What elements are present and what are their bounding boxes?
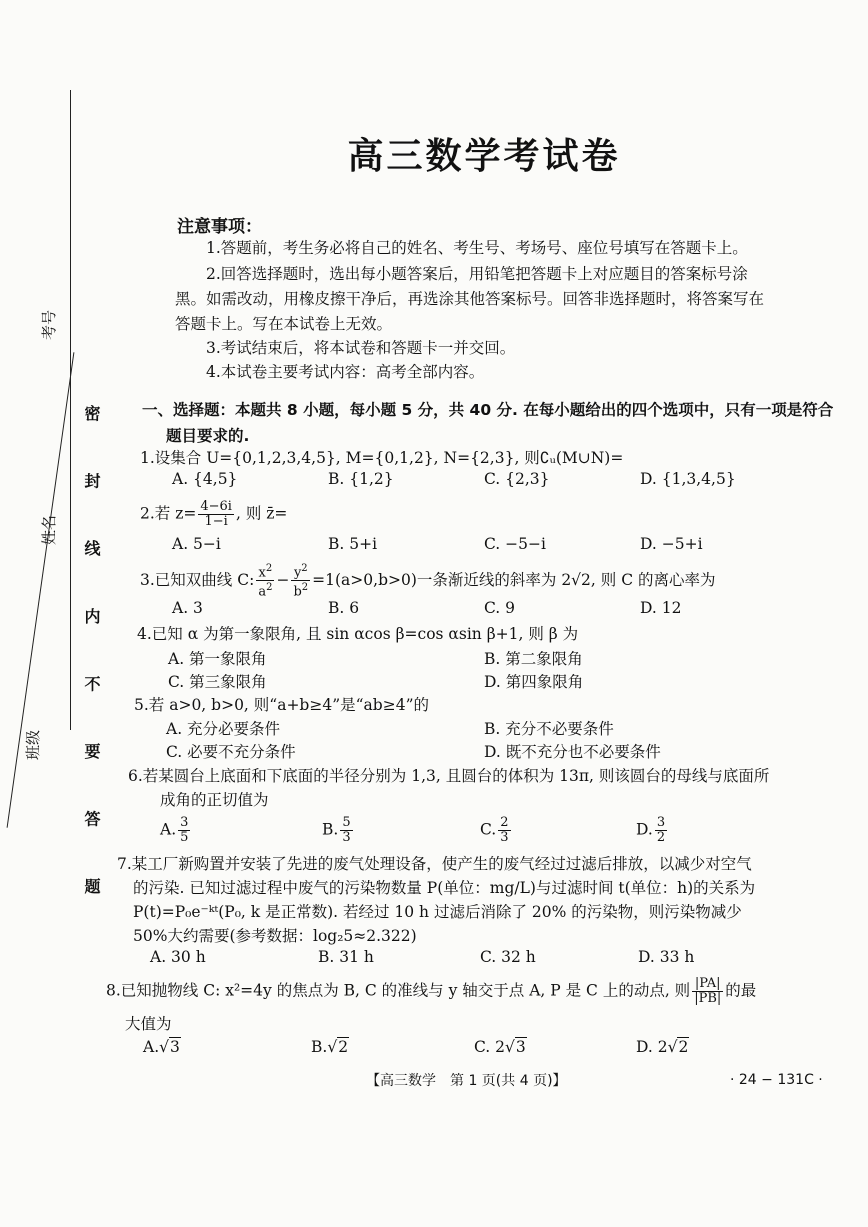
q6-a-label: A. (160, 820, 177, 839)
q1-option-d: D. {1,3,4,5} (640, 470, 736, 488)
q6-b-label: B. (322, 820, 339, 839)
paper-code: · 24 − 131C · (730, 1072, 823, 1088)
q3-stem-post: =1(a>0,b>0)一条渐近线的斜率为 2√2, 则 C 的离心率为 (312, 570, 716, 589)
question-3-stem: 3.已知双曲线 C: $\frac{x^2}{a^2}$ − $\frac{y^2}{b^2}$ =1(a>0,b>0)一条渐近线的斜率为 2√2, 则 C 的离心率为 (140, 563, 716, 600)
question-7-line-4: 50%大约需要(参考数据：log₂5≈2.322) (133, 927, 417, 945)
q5-option-c: C. 必要不充分条件 (166, 743, 296, 761)
q2-stem-post: , 则 z̄= (235, 504, 288, 523)
question-1-stem: 1.设集合 U={0,1,2,3,4,5}, M={0,1,2}, N={2,3}, 则∁ᵤ(M∪N)= (140, 449, 624, 467)
notice-heading: 注意事项： (177, 217, 262, 237)
notice-item-4: 4.本试卷主要考试内容：高考全部内容。 (206, 363, 485, 381)
q4-option-d: D. 第四象限角 (484, 673, 584, 691)
q8-a-val: 3 (170, 1038, 180, 1056)
q8-b-label: B. (311, 1038, 328, 1056)
q6-d-num: 3 (656, 815, 666, 830)
q2-option-c: C. −5−i (484, 535, 546, 553)
q2-numerator: 4−6i (200, 499, 232, 514)
q6-a-num: 3 (180, 815, 189, 830)
q6-option-a (160, 816, 192, 845)
notice-item-2-cont: 黑。如需改动，用橡皮擦干净后，再选涂其他答案标号。回答非选择题时，将答案写在 (175, 290, 765, 308)
name-label: 姓名 (40, 514, 58, 545)
q4-option-c: C. 第三象限角 (168, 673, 267, 691)
q7-option-a: A. 30 h (150, 948, 206, 966)
question-7-line-2: 的污染. 已知过滤过程中废气的污染物数量 P(单位：mg/L)与过滤时间 t(单位：h)的关系为 (133, 879, 756, 897)
q8-numerator: |PA| (692, 977, 723, 992)
q6-option-c (480, 816, 513, 845)
q7-option-c: C. 32 h (480, 948, 536, 966)
q6-d-fraction (655, 816, 667, 845)
q6-c-den: 3 (500, 830, 509, 845)
q2-fraction (198, 500, 234, 529)
q2-option-b: B. 5+i (328, 535, 378, 553)
notice-item-1: 1.答题前，考生务必将自己的姓名、考生号、考场号、座位号填写在答题卡上。 (206, 239, 748, 257)
q5-option-a: A. 充分必要条件 (166, 720, 281, 738)
page-footer: 【高三数学 第 1 页(共 4 页)】 (366, 1073, 567, 1089)
q6-c-num: 2 (500, 815, 509, 830)
q8-stem-pre: 8.已知抛物线 C: x²=4y 的焦点为 B, C 的准线与 y 轴交于点 A, P 是 C 上的动点, 则 (106, 981, 691, 1000)
q7-option-d: D. 33 h (638, 948, 695, 966)
question-4-stem: 4.已知 α 为第一象限角, 且 sin αcos β=cos αsin β+1, 则 β 为 (137, 625, 579, 643)
q6-option-b (322, 816, 355, 845)
notice-item-2: 2.回答选择题时，选出每小题答案后，用铅笔把答题卡上对应题目的答案标号涂 (206, 265, 748, 283)
q8-option-d: D. 2√2 (636, 1038, 689, 1056)
page-title: 高三数学考试卷 (347, 136, 621, 177)
q2-denominator: 1−i (204, 514, 228, 529)
q2-option-d: D. −5+i (640, 535, 703, 553)
q6-b-num: 5 (342, 815, 351, 830)
q3-frac-y: $\frac{y^2}{b^2}$ (293, 563, 309, 600)
section-heading: 一、选择题：本题共 8 小题，每小题 5 分，共 40 分. 在每小题给出的四个选项中，只有一项是符合 (142, 401, 834, 419)
q3-frac-x: $\frac{x^2}{a^2}$ (258, 563, 273, 600)
q6-option-d (636, 816, 669, 845)
q3-option-d: D. 12 (640, 599, 682, 617)
q7-option-b: B. 31 h (318, 948, 374, 966)
q6-c-label: C. (480, 820, 497, 839)
q6-b-den: 3 (342, 830, 351, 845)
question-6-line-1: 6.若某圆台上底面和下底面的半径分别为 1,3, 且圆台的体积为 13π, 则该圆台的母线与底面所 (128, 767, 770, 785)
seal-line-outer (70, 90, 71, 730)
q8-denominator: |PB| (694, 991, 722, 1006)
q6-b-fraction (340, 816, 352, 845)
question-7-line-1: 7.某工厂新购置并安装了先进的废气处理设备，使产生的废气经过过滤后排放，以减少对空气 (117, 855, 752, 873)
q8-c-val: 3 (515, 1038, 526, 1056)
q8-fraction (692, 977, 723, 1006)
q1-option-b: B. {1,2} (328, 470, 394, 488)
question-6-line-2: 成角的正切值为 (160, 791, 269, 809)
q6-d-label: D. (636, 820, 653, 839)
q8-c-label: C. 2 (474, 1038, 506, 1056)
question-5-stem: 5.若 a>0, b>0, 则“a+b≥4”是“ab≥4”的 (134, 696, 429, 714)
q5-option-d: D. 既不充分也不必要条件 (484, 743, 661, 761)
question-7-line-3: P(t)=P₀e⁻ᵏᵗ(P₀, k 是正常数). 若经过 10 h 过滤后消除了 20% 的污染物，则污染物减少 (133, 903, 742, 921)
q1-option-c: C. {2,3} (484, 470, 550, 488)
class-label: 班级 (24, 729, 42, 760)
q4-option-b: B. 第二象限角 (484, 650, 583, 668)
q2-option-a: A. 5−i (172, 535, 221, 553)
section-heading-cont: 题目要求的. (166, 427, 250, 445)
q3-option-c: C. 9 (484, 599, 516, 617)
q8-d-label: D. 2 (636, 1038, 668, 1056)
q6-c-fraction (498, 816, 510, 845)
q3-stem-pre: 3.已知双曲线 C: (140, 570, 255, 589)
q8-d-val: 2 (678, 1038, 689, 1056)
notice-item-2-end: 答题卡上。写在本试卷上无效。 (175, 315, 393, 333)
question-2-stem (140, 500, 287, 529)
seal-line-text: 密 封 线 内 不 要 答 题 (82, 405, 101, 917)
q8-stem-post: 的最 (725, 981, 757, 1000)
q8-option-b: B.√2 (311, 1038, 349, 1056)
q3-option-a: A. 3 (172, 599, 203, 617)
question-8-stem (106, 977, 756, 1006)
q6-a-fraction (178, 816, 190, 845)
q4-option-a: A. 第一象限角 (168, 650, 267, 668)
q2-stem-pre: 2.若 z= (140, 504, 197, 523)
q6-d-den: 2 (656, 830, 666, 845)
notice-item-3: 3.考试结束后，将本试卷和答题卡一并交回。 (206, 339, 516, 357)
q1-option-a: A. {4,5} (172, 470, 238, 488)
exam-no-label: 考号 (40, 309, 58, 340)
q6-a-den: 5 (180, 830, 189, 845)
q5-option-b: B. 充分不必要条件 (484, 720, 614, 738)
q8-option-c: C. 2√3 (474, 1038, 526, 1056)
q8-option-a: A.√3 (143, 1038, 180, 1056)
q8-a-label: A. (143, 1038, 160, 1056)
q8-b-val: 2 (338, 1038, 349, 1056)
q3-option-b: B. 6 (328, 599, 360, 617)
question-8-line-2: 大值为 (125, 1015, 172, 1033)
